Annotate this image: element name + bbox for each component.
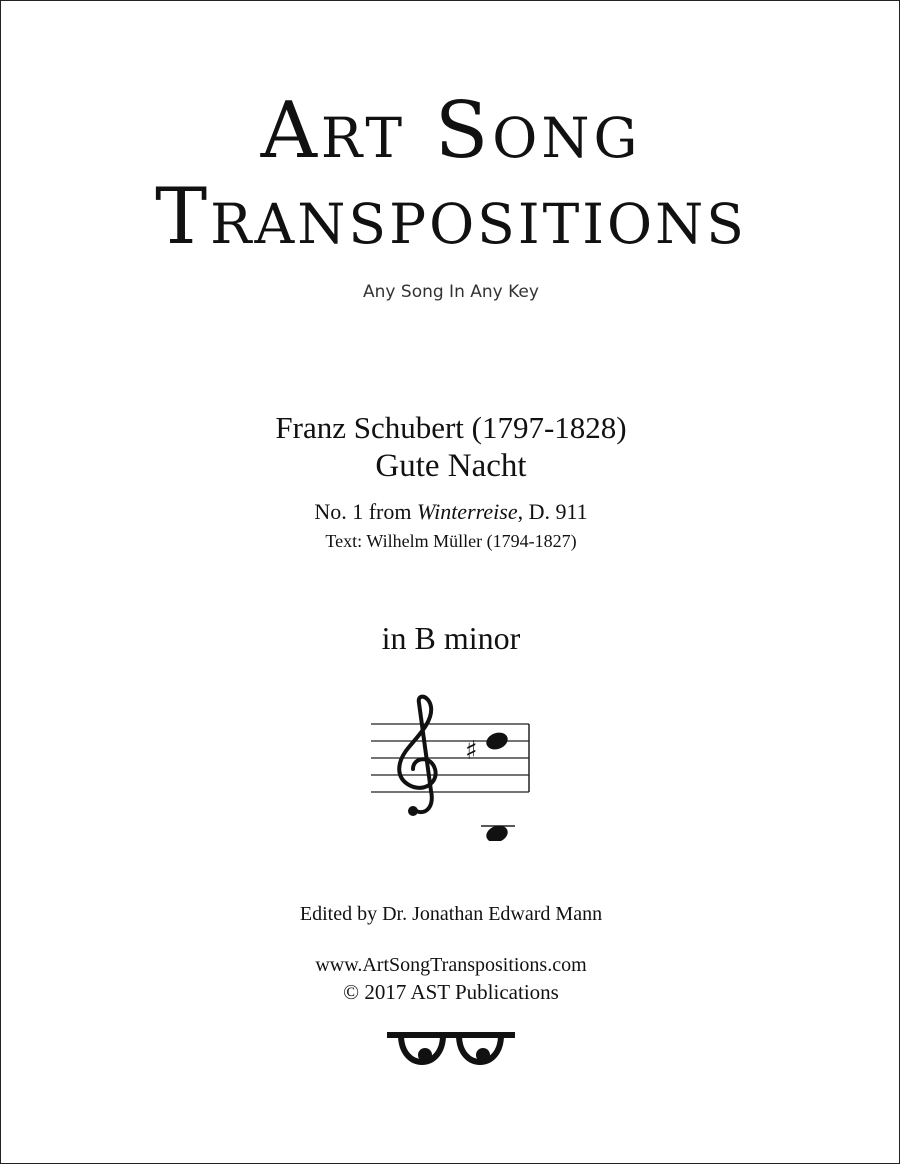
song-title: Gute Nacht: [375, 448, 527, 484]
cycle-name: Winterreise: [416, 499, 518, 524]
editor-credit: Edited by Dr. Jonathan Edward Mann: [299, 903, 603, 925]
brand-tagline: Any Song In Any Key: [363, 282, 539, 302]
range-staff-svg: [361, 691, 541, 841]
composer-name: Franz Schubert (1797-1828): [275, 410, 627, 445]
staff-lines: [371, 724, 529, 792]
song-subtitle: [1, 499, 900, 525]
publisher-logo-icon: [385, 1031, 517, 1073]
vocal-range-staff: [361, 691, 541, 841]
text-credit: Text: Wilhelm Müller (1794-1827): [325, 531, 577, 551]
brand-title-line-2: Transpositions: [155, 172, 747, 262]
high-note-head: [484, 730, 510, 753]
website-link[interactable]: www.ArtSongTranspositions.com: [315, 954, 587, 976]
sharp-accidental-icon: ♯: [465, 736, 478, 766]
treble-clef-icon: [399, 697, 435, 816]
song-key: in B minor: [381, 620, 521, 656]
subtitle-prefix: No. 1 from: [314, 499, 417, 524]
brand-title-line-1: Art Song: [260, 86, 642, 176]
copyright-notice: © 2017 AST Publications: [343, 980, 559, 1004]
subtitle-suffix: , D. 911: [517, 499, 588, 524]
